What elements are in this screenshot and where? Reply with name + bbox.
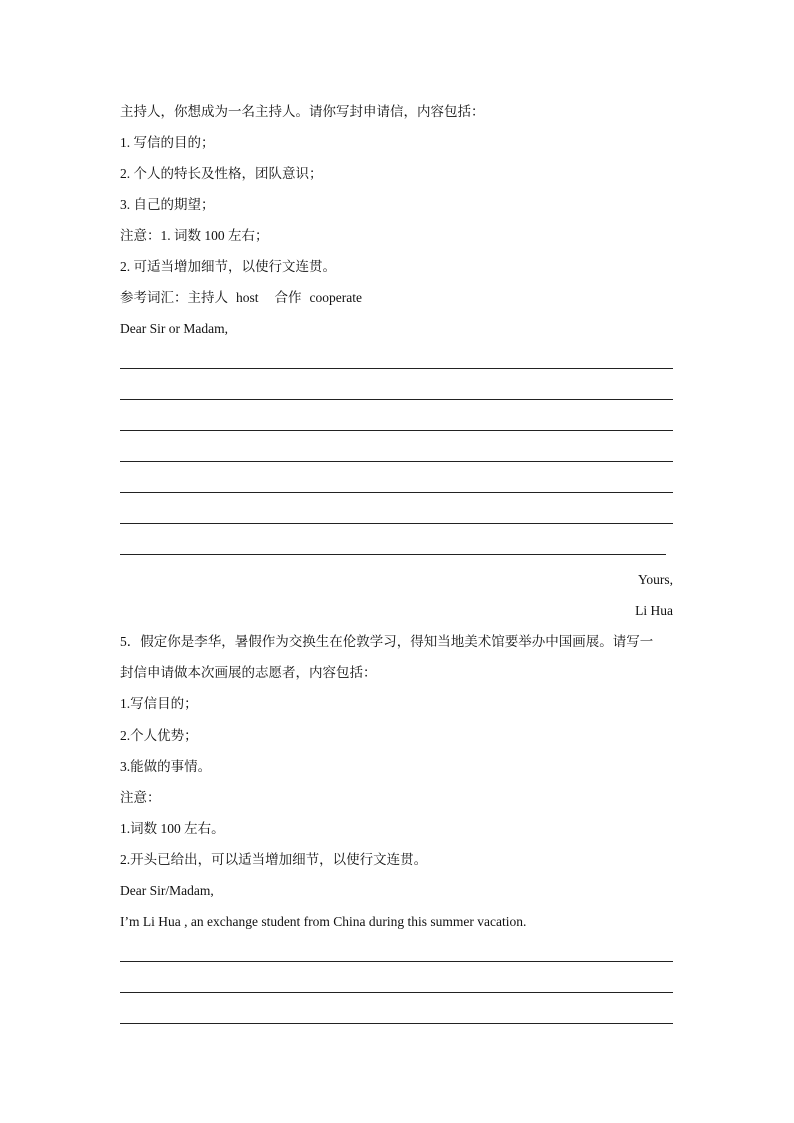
answer-line[interactable] [120, 961, 673, 962]
s5-note-label: 注意： [120, 790, 161, 805]
answer-line[interactable] [120, 1023, 673, 1024]
s4-item-2: 2. 个人的特长及性格，团队意识； [120, 166, 323, 181]
answer-line[interactable] [120, 523, 673, 524]
answer-line[interactable] [120, 492, 673, 493]
s4-vocab-label: 参考词汇：主持人 [120, 290, 228, 305]
s4-prompt-line: 主持人，你想成为一名主持人。请你写封申请信，内容包括： [120, 104, 485, 119]
s4-signature: Li Hua [635, 603, 673, 618]
s5-item-2: 2.个人优势； [120, 728, 198, 743]
s4-vocab-host: host [236, 290, 259, 305]
s4-vocab-cooperate: cooperate [309, 290, 362, 305]
s5-note-2: 2.开头已给出，可以适当增加细节，以使行文连贯。 [120, 852, 428, 867]
answer-line[interactable] [120, 368, 673, 369]
s5-prompt-line-2: 封信申请做本次画展的志愿者，内容包括： [120, 665, 377, 680]
answer-line[interactable] [120, 399, 673, 400]
s4-note-1: 注意：1. 词数 100 左右； [120, 228, 269, 243]
s4-item-3: 3. 自己的期望； [120, 197, 215, 212]
answer-line[interactable] [120, 430, 673, 431]
s4-note-2: 2. 可适当增加细节，以使行文连贯。 [120, 259, 336, 274]
s5-note-1: 1.词数 100 左右。 [120, 821, 225, 836]
s5-salutation: Dear Sir/Madam, [120, 883, 214, 898]
s5-item-1: 1.写信目的； [120, 696, 198, 711]
s4-salutation: Dear Sir or Madam, [120, 321, 228, 336]
s5-item-3: 3.能做的事情。 [120, 759, 212, 774]
answer-line[interactable] [120, 461, 673, 462]
answer-line[interactable] [120, 992, 673, 993]
s5-opening-sentence: I’m Li Hua , an exchange student from China during this summer vacation. [120, 914, 527, 929]
s4-closing: Yours, [637, 572, 673, 587]
answer-line[interactable] [120, 554, 666, 555]
s5-prompt-line-1: 5．假定你是李华，暑假作为交换生在伦敦学习，得知当地美术馆要举办中国画展。请写一 [120, 634, 654, 649]
s4-vocab-cooperate-cn: 合作 [274, 290, 302, 305]
s4-item-1: 1. 写信的目的； [120, 135, 215, 150]
s4-vocab [120, 288, 362, 308]
